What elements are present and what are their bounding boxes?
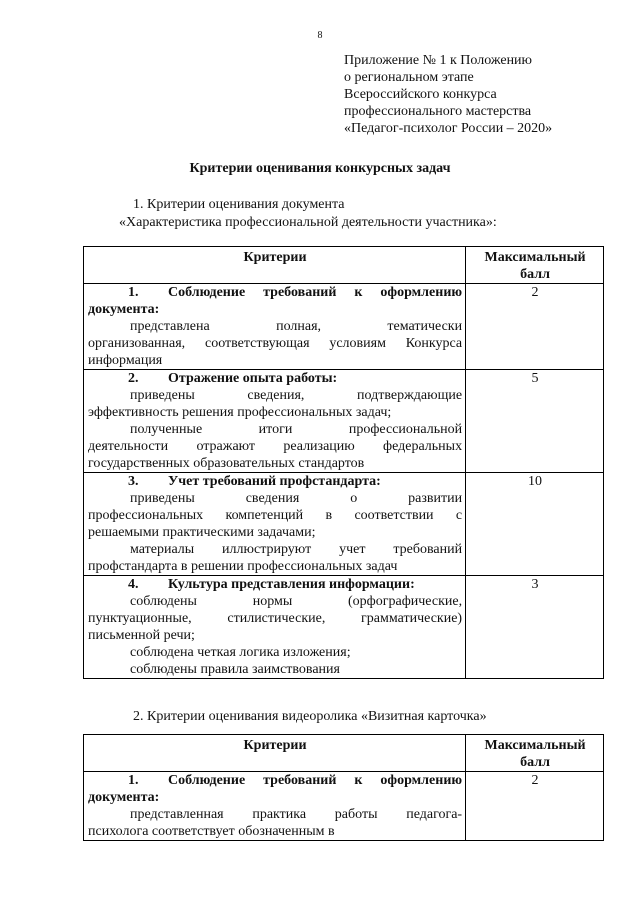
criterion-text-line: пунктуационные, стилистические, грамматические) — [88, 611, 463, 626]
criterion-number: 2. — [128, 371, 139, 386]
criterion-title-tail: документа: — [88, 302, 160, 317]
criterion-number: 3. — [128, 474, 139, 489]
criterion-heading — [88, 576, 462, 593]
criterion-cell — [84, 473, 466, 576]
criterion-cell — [84, 576, 466, 679]
criterion-text-line: приведены сведения, подтверждающие — [130, 388, 463, 403]
criterion-text-line: психолога соответствует обозначенным в — [88, 824, 335, 839]
max-score-cell: 2 — [466, 284, 604, 370]
criterion-text-line: представлена полная, тематически — [130, 319, 463, 334]
table-row — [84, 284, 604, 370]
table-row — [84, 576, 604, 679]
document-title: Критерии оценивания конкурсных задач — [189, 161, 451, 176]
criterion-text-line: государственных образовательных стандартов — [88, 456, 365, 471]
criteria-table-2-body — [84, 772, 604, 841]
criterion-heading — [88, 370, 462, 387]
criterion-text-line: решаемыми практическими задачами; — [88, 525, 316, 540]
criterion-text-line: деятельности отражают реализацию федеральных — [88, 439, 463, 454]
section-2-heading: 2. Критерии оценивания видеоролика «Визитная карточка» — [133, 709, 487, 724]
criterion-text-line: соблюдена четкая логика изложения; — [130, 645, 351, 660]
criterion-title: Отражение опыта работы: — [168, 371, 338, 386]
table-header-row — [84, 247, 604, 284]
criterion-title: Культура представления информации: — [168, 577, 415, 592]
criterion-cell — [84, 370, 466, 473]
criterion-text-line: эффективность решения профессиональных задач; — [88, 405, 392, 420]
criterion-text-line: соблюдены нормы (орфографические, — [130, 594, 463, 609]
criterion-title: Учет требований профстандарта: — [168, 474, 381, 489]
criterion-heading — [88, 284, 462, 301]
section-1-line: «Характеристика профессиональной деятельности участника»: — [119, 215, 497, 230]
appendix-line: «Педагог-психолог России – 2020» — [344, 121, 553, 136]
max-score-header: Максимальный балл — [466, 735, 604, 772]
criteria-header: Критерии — [84, 247, 466, 284]
criterion-text-line: профессиональных компетенций в соответствии с — [88, 508, 463, 523]
criterion-heading — [88, 473, 462, 490]
appendix-line: Всероссийского конкурса — [344, 87, 497, 102]
table-header-row — [84, 735, 604, 772]
criterion-text-line: информация — [88, 353, 163, 368]
criterion-text-line: профстандарта в решении профессиональных задач — [88, 559, 398, 574]
criterion-text-line: соблюдены правила заимствования — [130, 662, 340, 677]
appendix-line: профессионального мастерства — [344, 104, 532, 119]
page-number: 8 — [317, 30, 323, 41]
criterion-cell — [84, 284, 466, 370]
criterion-text-line: письменной речи; — [88, 628, 195, 643]
table-row — [84, 772, 604, 841]
criterion-text-line: материалы иллюстрируют учет требований — [130, 542, 463, 557]
section-1-line: 1. Критерии оценивания документа — [133, 197, 345, 212]
criterion-number: 1. — [128, 285, 139, 300]
section-1-heading — [119, 196, 497, 232]
appendix-line: о региональном этапе — [344, 70, 474, 85]
appendix-line: Приложение № 1 к Положению — [344, 53, 533, 68]
criteria-table-1-body — [84, 284, 604, 679]
criterion-number: 1. — [128, 773, 139, 788]
table-row — [84, 473, 604, 576]
criterion-cell — [84, 772, 466, 841]
appendix-note — [344, 52, 614, 137]
criterion-text-line: представленная практика работы педагога- — [130, 807, 463, 822]
criterion-title-tail: документа: — [88, 790, 160, 805]
table-row — [84, 370, 604, 473]
criterion-text-line: организованная, соответствующая условиям Конкурса — [88, 336, 463, 351]
max-score-header: Максимальный балл — [466, 247, 604, 284]
criteria-header: Критерии — [84, 735, 466, 772]
criterion-heading — [88, 772, 462, 789]
criterion-number: 4. — [128, 577, 139, 592]
criterion-text-line: полученные итоги профессиональной — [130, 422, 463, 437]
max-score-cell: 2 — [466, 772, 604, 841]
criterion-text-line: приведены сведения о развитии — [130, 491, 463, 506]
max-score-cell: 3 — [466, 576, 604, 679]
criterion-title: Соблюдение требований к оформлению — [168, 285, 463, 300]
criteria-table-1 — [83, 246, 604, 679]
criterion-title: Соблюдение требований к оформлению — [168, 773, 463, 788]
criteria-table-2 — [83, 734, 604, 841]
max-score-cell: 5 — [466, 370, 604, 473]
max-score-cell: 10 — [466, 473, 604, 576]
